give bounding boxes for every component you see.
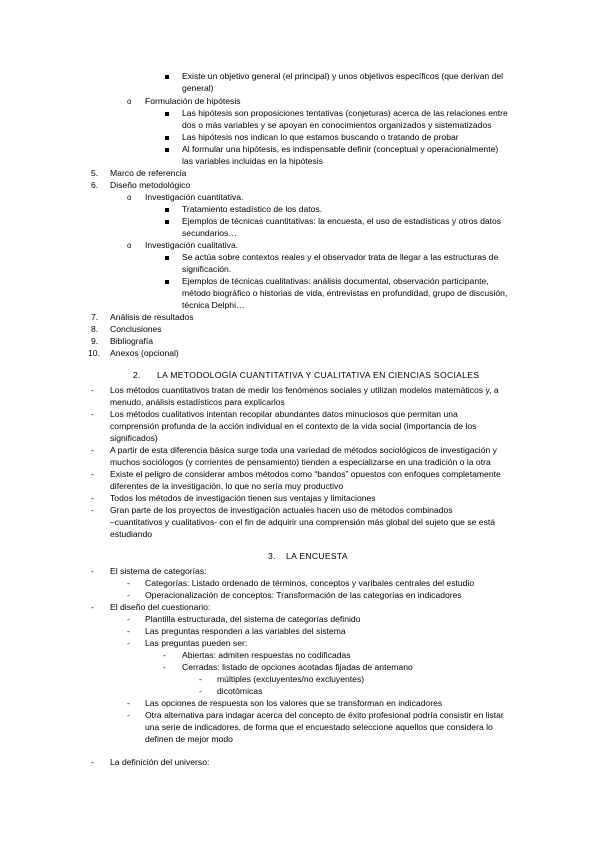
quantitative-text-2-line2: secundarios… — [182, 228, 237, 238]
dash-bullet: - — [127, 638, 130, 648]
circle-bullet-icon: o — [127, 193, 132, 202]
qualitative-text-1-line1: Se actúa sobre contextos reales y el observador trata de llegar a las estructuras de — [182, 252, 499, 262]
section-2-bullet-6-line2: –cuantitativos y cualitativos- con el fin de adquirir una comprensión más global del sujeto que se está — [110, 517, 496, 527]
list-item-text: Diseño metodológico — [110, 180, 191, 190]
list-item-text: Bibliografía — [110, 336, 153, 346]
section-3-number: 3. — [268, 551, 276, 561]
dash-bullet: - — [91, 409, 94, 419]
section-2-bullet-6-line3: estudiando — [110, 529, 153, 539]
square-bullet-icon — [165, 220, 169, 224]
section-2-bullet-4-line1: Existe el peligro de considerar ambos métodos como “bandos” opuestos con enfoques completamente — [110, 469, 501, 479]
dash-bullet: - — [91, 566, 94, 576]
qualitative-text-2-line1: Ejemplos de técnicas cualitativas: análisis documental, observación participante, — [182, 276, 489, 286]
square-bullet-icon — [165, 256, 169, 260]
objective-text-line1: Existe un objetivo general (el principal) y unos objetivos específicos (que derivan del — [182, 71, 504, 81]
section-2-bullet-1-line2: menudo, análisis estadísticos para explicarlos — [110, 397, 285, 407]
quantitative-text-2-line1: Ejemplos de técnicas cuantitativas: la encuesta, el uso de estadísticas y otros datos — [182, 216, 502, 226]
section-3-title: LA ENCUESTA — [286, 551, 348, 561]
list-item-text: Análisis de resultados — [110, 312, 194, 322]
categories-text-1: Categorías: Listado ordenado de términos, conceptos y varibales centrales del estudio — [145, 578, 475, 588]
qualitative-text-1-line2: significación. — [182, 264, 232, 274]
closed-questions-text: Cerradas: listado de opciones acotadas fijadas de antemano — [182, 662, 413, 672]
multiple-choice-text: múltiples (excluyentes/no excluyentes) — [217, 674, 365, 684]
section-2-bullet-2-line2: comprensión profunda de la acción individual en el contexto de la vida social (importancia de los — [110, 421, 477, 431]
section-2-bullet-1-line1: Los métodos cuantitativos tratan de medir los fenómenos sociales y utilizan modelos matemáticos y, a — [110, 385, 499, 395]
hypothesis-text-3-line2: las variables incluidas en la hipótesis — [182, 156, 323, 166]
dash-bullet: - — [163, 650, 166, 660]
section-2-number: 2. — [133, 370, 141, 380]
list-item-text: Anexos (opcional) — [110, 348, 179, 358]
dash-bullet: - — [163, 662, 166, 672]
categories-text-2: Operacionalización de conceptos: Transformación de las categorías en indicadores — [145, 590, 462, 600]
section-2-bullet-2-line3: significados) — [110, 433, 158, 443]
dash-bullet: - — [199, 686, 202, 696]
dichotomous-text: dicotómicas — [217, 686, 263, 696]
design-text-3: Las preguntas pueden ser: — [145, 638, 248, 648]
qualitative-heading: Investigación cualitativa. — [145, 240, 239, 250]
list-number: 10. — [88, 348, 100, 358]
square-bullet-icon — [165, 75, 169, 79]
list-item-text: Marco de referencia — [110, 168, 187, 178]
list-number: 7. — [91, 312, 99, 322]
hypothesis-text-1-line2: dos o más variables y se apoyan en conocimientos organizados y sistematizados — [182, 120, 492, 130]
design-text-2: Las preguntas responden a las variables del sistema — [145, 626, 346, 636]
list-number: 6. — [91, 180, 99, 190]
section-2-bullet-3-line1: A partir de esta diferencia básica surge toda una variedad de métodos sociológicos de investigación y — [110, 445, 497, 455]
dash-bullet: - — [199, 674, 202, 684]
dash-bullet: - — [127, 578, 130, 588]
open-questions-text: Abiertas: admiten respuestas no codificadas — [182, 650, 351, 660]
list-number: 5. — [91, 168, 99, 178]
square-bullet-icon — [165, 112, 169, 116]
qualitative-text-2-line2: método biográfico o historias de vida, entrevistas en profundidad, grupo de discusión, — [182, 288, 508, 298]
square-bullet-icon — [165, 280, 169, 284]
hypothesis-heading: Formulación de hipótesis — [145, 96, 241, 106]
section-2-bullet-6-line1: Gran parte de los proyectos de investigación actuales hacen uso de métodos combinados — [110, 505, 453, 515]
square-bullet-icon — [165, 148, 169, 152]
quantitative-heading: Investigación cuantitativa. — [145, 192, 244, 202]
dash-bullet: - — [91, 445, 94, 455]
objective-text-line2: general) — [182, 83, 214, 93]
dash-bullet: - — [127, 590, 130, 600]
hypothesis-text-3-line1: Al formular una hipótesis, es indispensable definir (conceptual y operacionalmente) — [182, 144, 499, 154]
dash-bullet: - — [91, 757, 94, 767]
hypothesis-text-2: Las hipótesis nos indican lo que estamos buscando o tratando de probar — [182, 132, 459, 142]
dash-bullet: - — [91, 602, 94, 612]
design-heading: El diseño del cuestionario: — [110, 602, 211, 612]
dash-bullet: - — [91, 385, 94, 395]
dash-bullet: - — [127, 626, 130, 636]
section-2-bullet-3-line2: muchos sociólogos (y corrientes de pensamiento) tienden a especializarse en una tradición o la otra — [110, 457, 491, 467]
hypothesis-text-1-line1: Las hipótesis son proposiciones tentativas (conjeturas) acerca de las relaciones entre — [182, 108, 508, 118]
list-number: 9. — [91, 336, 99, 346]
design-text-5-line2: una serie de indicadores, de forma que el encuestado seleccione aquellos que considera lo — [145, 722, 493, 732]
design-text-5-line3: definen de mejor modo — [145, 734, 233, 744]
list-number: 8. — [91, 324, 99, 334]
dash-bullet: - — [91, 493, 94, 503]
quantitative-text-1: Tratamiento estadístico de los datos. — [182, 204, 323, 214]
dash-bullet: - — [91, 505, 94, 515]
dash-bullet: - — [127, 614, 130, 624]
section-2-bullet-2-line1: Los métodos cualitativos intentan recopilar abundantes datos minuciosos que permitan una — [110, 409, 458, 419]
circle-bullet-icon: o — [127, 241, 132, 250]
list-item-text: Conclusiones — [110, 324, 162, 334]
design-text-4: Las opciones de respuesta son los valores que se transforman en indicadores — [145, 698, 443, 708]
design-text-5-line1: Otra alternativa para indagar acerca del concepto de éxito profesional podría consistir en listar — [145, 710, 504, 720]
qualitative-text-2-line3: técnica Delphi… — [182, 300, 245, 310]
dash-bullet: - — [127, 710, 130, 720]
dash-bullet: - — [127, 698, 130, 708]
circle-bullet-icon: o — [127, 97, 132, 106]
categories-heading: El sistema de categorías: — [110, 566, 207, 576]
universe-heading: La definición del universo: — [110, 757, 210, 767]
design-text-1: Plantilla estructurada, del sistema de categorías definido — [145, 614, 361, 624]
dash-bullet: - — [91, 469, 94, 479]
square-bullet-icon — [165, 208, 169, 212]
square-bullet-icon — [165, 136, 169, 140]
section-2-bullet-5: Todos los métodos de investigación tienen sus ventajas y limitaciones — [110, 493, 376, 503]
section-2-bullet-4-line2: diferentes de la investigación, lo que no sería muy productivo — [110, 481, 344, 491]
section-2-title: LA METODOLOGÍA CUANTITATIVA Y CUALITATIVA EN CIENCIAS SOCIALES — [157, 370, 480, 380]
